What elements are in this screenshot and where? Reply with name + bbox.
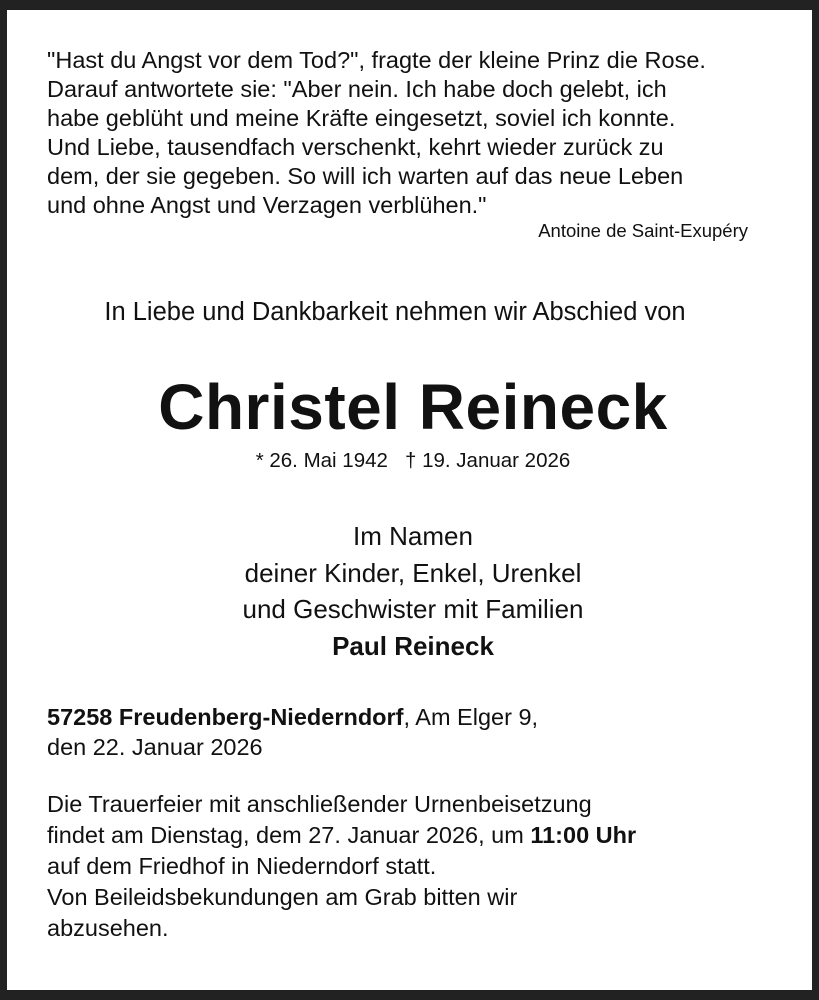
life-dates (0, 449, 819, 473)
ceremony-line: Von Beileidsbekundungen am Grab bitten wir (47, 884, 518, 910)
quote-author: Antoine de Saint-Exupéry (538, 220, 748, 241)
ceremony-line: abzusehen. (47, 915, 169, 941)
ceremony-line: Die Trauerfeier mit anschließender Urnenbeisetzung (47, 791, 592, 817)
quote-line: Und Liebe, tausendfach verschenkt, kehrt wieder zurück zu (47, 134, 664, 160)
family-line: deiner Kinder, Enkel, Urenkel (244, 557, 582, 588)
quote-line: dem, der sie gegeben. So will ich warten auf das neue Leben (47, 163, 684, 189)
quote-line: und ohne Angst und Verzagen verblühen." (47, 192, 487, 218)
birth-date: * 26. Mai 1942 (255, 449, 388, 472)
quote-line: "Hast du Angst vor dem Tod?", fragte der kleine Prinz die Rose. (47, 47, 706, 73)
intro-text: In Liebe und Dankbarkeit nehmen wir Abschied von (104, 298, 686, 326)
ceremony-line: auf dem Friedhof in Niederndorf statt. (47, 853, 437, 879)
death-date: † 19. Januar 2026 (405, 449, 571, 472)
address-date: den 22. Januar 2026 (47, 734, 263, 760)
address-line (47, 702, 538, 732)
quote-line: Darauf antwortete sie: "Aber nein. Ich habe doch gelebt, ich (47, 76, 667, 102)
deceased-name: Christel Reineck (158, 371, 668, 443)
family-line: und Geschwister mit Familien (242, 594, 584, 624)
address-street: , Am Elger 9, (403, 704, 539, 730)
quote-line: habe geblüht und meine Kräfte eingesetzt, soviel ich konnte. (47, 105, 676, 131)
ceremony-line (47, 820, 636, 851)
ceremony-date-text: findet am Dienstag, dem 27. Januar 2026, um (47, 822, 531, 848)
family-line: Im Namen (353, 521, 473, 551)
family-block (0, 518, 819, 664)
ceremony-block (47, 789, 636, 944)
address-block (47, 702, 538, 762)
ceremony-time: 11:00 Uhr (530, 822, 637, 848)
address-place: 57258 Freudenberg-Niederndorf (47, 704, 404, 730)
signer-name: Paul Reineck (332, 630, 494, 661)
quote-block (47, 46, 706, 220)
